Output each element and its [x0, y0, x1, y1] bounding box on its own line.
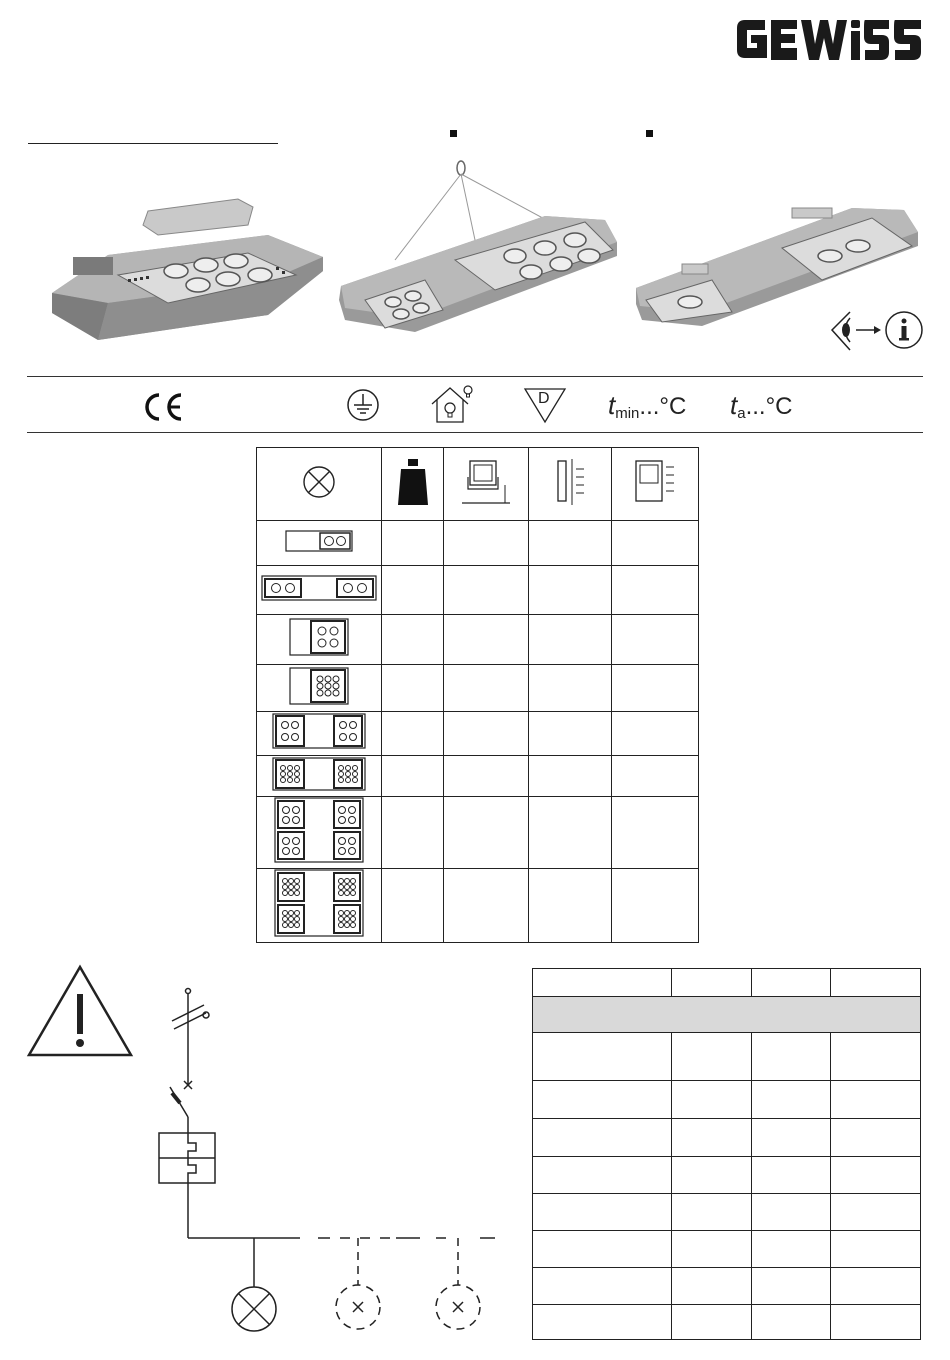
- header-side-cell: [529, 448, 612, 521]
- row-icon-8: [257, 869, 382, 943]
- header-weight-cell: [382, 448, 444, 521]
- fixture-wall-icon: [630, 455, 680, 509]
- product-image-suspended-double: [335, 160, 623, 338]
- header-lamp-cell: [257, 448, 382, 521]
- gewiss-logo: [735, 18, 925, 62]
- header-wall-cell: [612, 448, 699, 521]
- eye-info-icon: [828, 310, 924, 352]
- row-icon-3: [257, 615, 382, 665]
- product-image-ceiling-double: [632, 188, 922, 330]
- spec-table: [256, 447, 699, 943]
- row-icon-4: [257, 665, 382, 712]
- electrical-table: [532, 968, 921, 1340]
- d-mark-icon: [524, 388, 566, 424]
- row-icon-6: [257, 756, 382, 797]
- row-icon-2: [257, 566, 382, 615]
- bullet-marker: [450, 130, 457, 137]
- ground-icon: [346, 388, 380, 422]
- header-dimension-cell: [444, 448, 529, 521]
- fixture-side-icon: [550, 455, 590, 509]
- bullet-marker: [646, 130, 653, 137]
- symbols-bottom-rule: [27, 432, 923, 433]
- product-image-ceiling-single: [48, 195, 330, 345]
- d-mark-label: D: [538, 390, 550, 407]
- weight-icon: [398, 459, 428, 505]
- row-icon-5: [257, 712, 382, 756]
- ce-mark-icon: [140, 392, 184, 422]
- lamp-icon: [301, 464, 337, 500]
- fixture-front-icon: [458, 457, 514, 507]
- tmin-symbol: $t_{min}...^\circ C$: [608, 390, 687, 422]
- row-icon-1: [257, 521, 382, 566]
- ta-symbol: $t_a...^\circ C$: [730, 390, 793, 422]
- symbols-top-rule: [27, 376, 923, 377]
- indoor-use-icon: [430, 384, 476, 424]
- wiring-diagram: [150, 985, 500, 1345]
- warning-icon: [26, 964, 134, 1058]
- header-underline: [28, 143, 278, 144]
- row-icon-7: [257, 797, 382, 869]
- table-section-band: [533, 997, 921, 1033]
